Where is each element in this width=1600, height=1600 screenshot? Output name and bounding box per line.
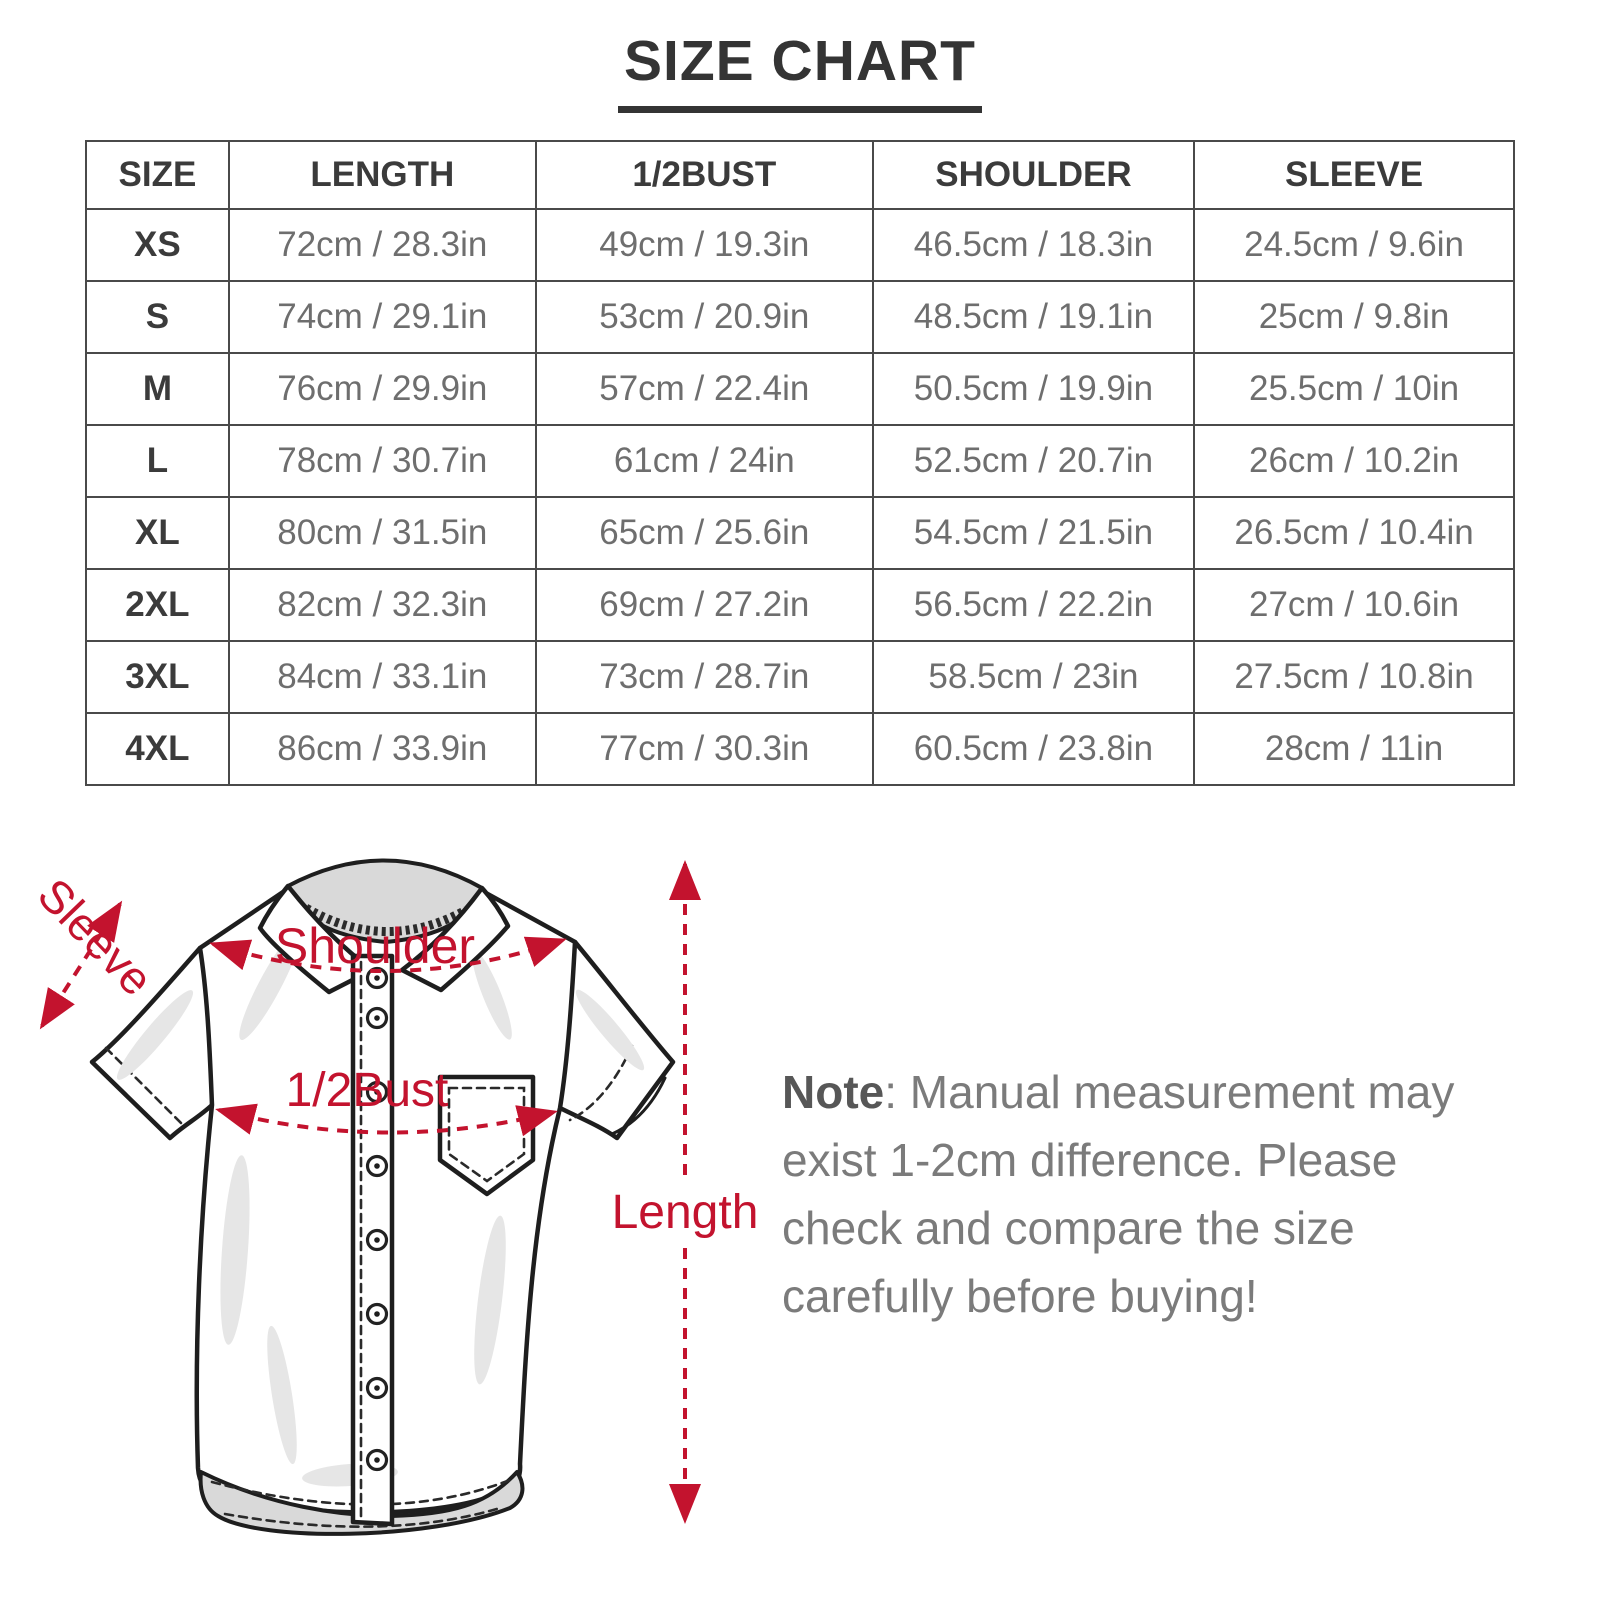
shirt-measurement-diagram [20,830,780,1590]
length-label: Length [611,1186,759,1239]
cell-length: 76cm / 29.9in [229,353,536,425]
page-title: SIZE CHART [618,28,982,113]
header-sleeve: SLEEVE [1194,141,1514,209]
cell-sleeve: 28cm / 11in [1194,713,1514,785]
table-row [86,425,1514,497]
table-row [86,281,1514,353]
cell-length: 74cm / 29.1in [229,281,536,353]
cell-size: L [86,425,229,497]
cell-sleeve: 26cm / 10.2in [1194,425,1514,497]
cell-bust: 73cm / 28.7in [536,641,873,713]
table-row [86,569,1514,641]
header-bust: 1/2BUST [536,141,873,209]
table-row [86,353,1514,425]
cell-bust: 69cm / 27.2in [536,569,873,641]
table-row [86,209,1514,281]
cell-sleeve: 27cm / 10.6in [1194,569,1514,641]
cell-size: M [86,353,229,425]
cell-size: XL [86,497,229,569]
note-line: carefully before buying! [782,1270,1258,1322]
note-text: : Manual measurement may [884,1066,1455,1118]
cell-sleeve: 24.5cm / 9.6in [1194,209,1514,281]
cell-bust: 57cm / 22.4in [536,353,873,425]
table-row [86,713,1514,785]
cell-bust: 77cm / 30.3in [536,713,873,785]
table-row [86,641,1514,713]
cell-shoulder: 46.5cm / 18.3in [873,209,1194,281]
header-shoulder: SHOULDER [873,141,1194,209]
note-line [782,1058,1522,1126]
cell-length: 82cm / 32.3in [229,569,536,641]
cell-length: 78cm / 30.7in [229,425,536,497]
sleeve-label: Sleeve [27,868,164,1006]
cell-size: 3XL [86,641,229,713]
cell-shoulder: 54.5cm / 21.5in [873,497,1194,569]
note-line: check and compare the size [782,1202,1355,1254]
cell-size: 2XL [86,569,229,641]
cell-bust: 53cm / 20.9in [536,281,873,353]
cell-shoulder: 48.5cm / 19.1in [873,281,1194,353]
cell-bust: 61cm / 24in [536,425,873,497]
cell-shoulder: 60.5cm / 23.8in [873,713,1194,785]
size-table [85,140,1515,786]
cell-size: XS [86,209,229,281]
cell-shoulder: 52.5cm / 20.7in [873,425,1194,497]
cell-length: 72cm / 28.3in [229,209,536,281]
title-area [0,28,1600,113]
shoulder-label: Shoulder [274,918,476,974]
cell-length: 84cm / 33.1in [229,641,536,713]
measurement-note [782,1058,1522,1330]
cell-length: 80cm / 31.5in [229,497,536,569]
cell-sleeve: 25cm / 9.8in [1194,281,1514,353]
cell-bust: 65cm / 25.6in [536,497,873,569]
cell-sleeve: 25.5cm / 10in [1194,353,1514,425]
cell-length: 86cm / 33.9in [229,713,536,785]
note-line: exist 1-2cm difference. Please [782,1134,1398,1186]
cell-size: 4XL [86,713,229,785]
cell-bust: 49cm / 19.3in [536,209,873,281]
cell-size: S [86,281,229,353]
cell-sleeve: 26.5cm / 10.4in [1194,497,1514,569]
cell-shoulder: 58.5cm / 23in [873,641,1194,713]
cell-shoulder: 56.5cm / 22.2in [873,569,1194,641]
cell-sleeve: 27.5cm / 10.8in [1194,641,1514,713]
table-header-row [86,141,1514,209]
bust-label: 1/2Bust [285,1064,449,1117]
note-label: Note [782,1066,885,1118]
header-length: LENGTH [229,141,536,209]
table-row [86,497,1514,569]
header-size: SIZE [86,141,229,209]
cell-shoulder: 50.5cm / 19.9in [873,353,1194,425]
